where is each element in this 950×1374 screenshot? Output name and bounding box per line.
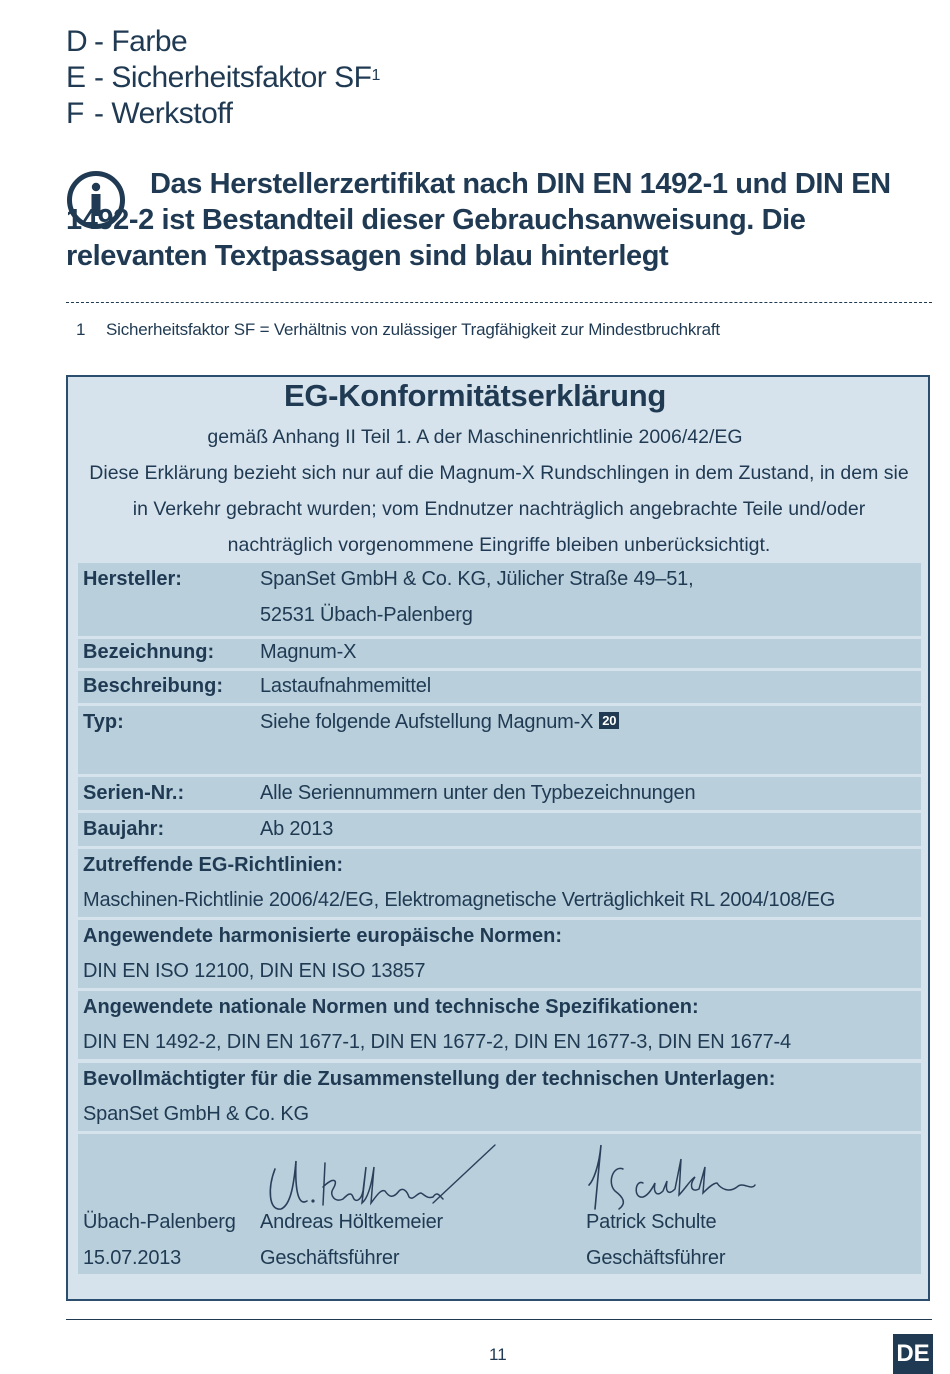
footnote-marker: 1: [371, 67, 380, 84]
harmonisierte-normen-label: Angewendete harmonisierte europäische Normen:: [83, 925, 563, 947]
nationale-normen-value: DIN EN 1492-2, DIN EN 1677-1, DIN EN 1677-2, DIN EN 1677-3, DIN EN 1677-4: [83, 1031, 791, 1053]
dashed-divider: [66, 302, 932, 303]
legend-key: E: [66, 61, 86, 94]
footnote: [76, 320, 720, 340]
row-nationale-normen: [78, 991, 921, 1059]
richtlinien-label: Zutreffende EG-Richtlinien:: [83, 854, 343, 876]
row-signatures: [78, 1134, 921, 1274]
legend-list: [66, 24, 380, 132]
legend-text: - Farbe: [94, 25, 188, 58]
legend-text: - Werkstoff: [94, 97, 233, 130]
info-notice: [66, 166, 926, 274]
row-serien: [78, 777, 921, 810]
bevollmaechtigter-value: SpanSet GmbH & Co. KG: [83, 1103, 309, 1125]
hersteller-line2: 52531 Übach-Palenberg: [260, 604, 473, 626]
signing-date: 15.07.2013: [83, 1247, 182, 1269]
hersteller-line1: SpanSet GmbH & Co. KG, Jülicher Straße 49–51,: [260, 568, 694, 590]
row-bezeichnung: [78, 639, 921, 668]
footnote-text: Sicherheitsfaktor SF = Verhältnis von zulässiger Tragfähigkeit zur Mindestbruchkraft: [106, 320, 720, 339]
page-number: 11: [489, 1345, 507, 1364]
signer2-role: Geschäftsführer: [586, 1247, 726, 1269]
certificate-title: EG-Konformitätserklärung: [283, 378, 667, 413]
info-notice-text: Das Herstellerzertifikat nach DIN EN 1492-1 und DIN EN 1492-2 ist Bestandteil dieser Gebrauchsanweisung. Die relevanten Textpassagen sind blau hinterlegt: [66, 168, 891, 272]
richtlinien-value: Maschinen-Richtlinie 2006/42/EG, Elektromagnetische Verträglichkeit RL 2004/108/EG: [83, 889, 836, 911]
certificate-description: Diese Erklärung bezieht sich nur auf die Magnum-X Rundschlingen in dem Zustand, in dem sie in Verkehr gebracht wurden; vom Endnutzer nachträglich angebrachte Teile und/oder nachträglich vorgenommene Eingriffe bleiben unberücksichtigt.: [89, 462, 909, 556]
legend-text: - Sicherheitsfaktor SF: [94, 61, 372, 94]
typ-value-wrap: [260, 711, 619, 734]
typ-value: Siehe folgende Aufstellung Magnum-X: [260, 711, 594, 733]
baujahr-value: Ab 2013: [260, 818, 334, 840]
signer1-name: Andreas Höltkemeier: [260, 1211, 443, 1233]
signature-schulte: [583, 1137, 763, 1212]
certificate-subtitle: gemäß Anhang II Teil 1. A der Maschinenrichtlinie 2006/42/EG: [207, 426, 743, 448]
serien-value: Alle Seriennummern unter den Typbezeichnungen: [260, 782, 696, 804]
language-badge: DE: [893, 1334, 933, 1374]
row-bevollmaechtigter: [78, 1063, 921, 1131]
serien-label: Serien-Nr.:: [83, 782, 185, 804]
signing-place: Übach-Palenberg: [83, 1211, 236, 1233]
signer1-role: Geschäftsführer: [260, 1247, 400, 1269]
legend-key: F: [66, 97, 84, 130]
bezeichnung-label: Bezeichnung:: [83, 641, 215, 663]
legend-item-f: [66, 96, 380, 132]
harmonisierte-normen-value: DIN EN ISO 12100, DIN EN ISO 13857: [83, 960, 426, 982]
signer2-name: Patrick Schulte: [586, 1211, 717, 1233]
bezeichnung-value: Magnum-X: [260, 641, 357, 663]
hersteller-label: Hersteller:: [83, 568, 182, 590]
legend-item-e: [66, 60, 380, 96]
footnote-number: 1: [76, 320, 86, 339]
signature-hoeltkemeier: [263, 1139, 503, 1217]
figure-reference-badge: 20: [599, 712, 619, 729]
row-typ: [78, 706, 921, 774]
baujahr-label: Baujahr:: [83, 818, 165, 840]
beschreibung-value: Lastaufnahmemittel: [260, 675, 431, 697]
bevollmaechtigter-label: Bevollmächtigter für die Zusammenstellung der technischen Unterlagen:: [83, 1068, 776, 1090]
row-harmonisierte-normen: [78, 920, 921, 988]
footer-divider: [66, 1319, 932, 1320]
row-richtlinien: [78, 849, 921, 917]
row-baujahr: [78, 813, 921, 846]
beschreibung-label: Beschreibung:: [83, 675, 224, 697]
legend-key: D: [66, 25, 88, 58]
nationale-normen-label: Angewendete nationale Normen und technische Spezifikationen:: [83, 996, 699, 1018]
legend-item-d: [66, 24, 380, 60]
row-hersteller: [78, 563, 921, 636]
typ-label: Typ:: [83, 711, 124, 733]
row-beschreibung: [78, 671, 921, 703]
